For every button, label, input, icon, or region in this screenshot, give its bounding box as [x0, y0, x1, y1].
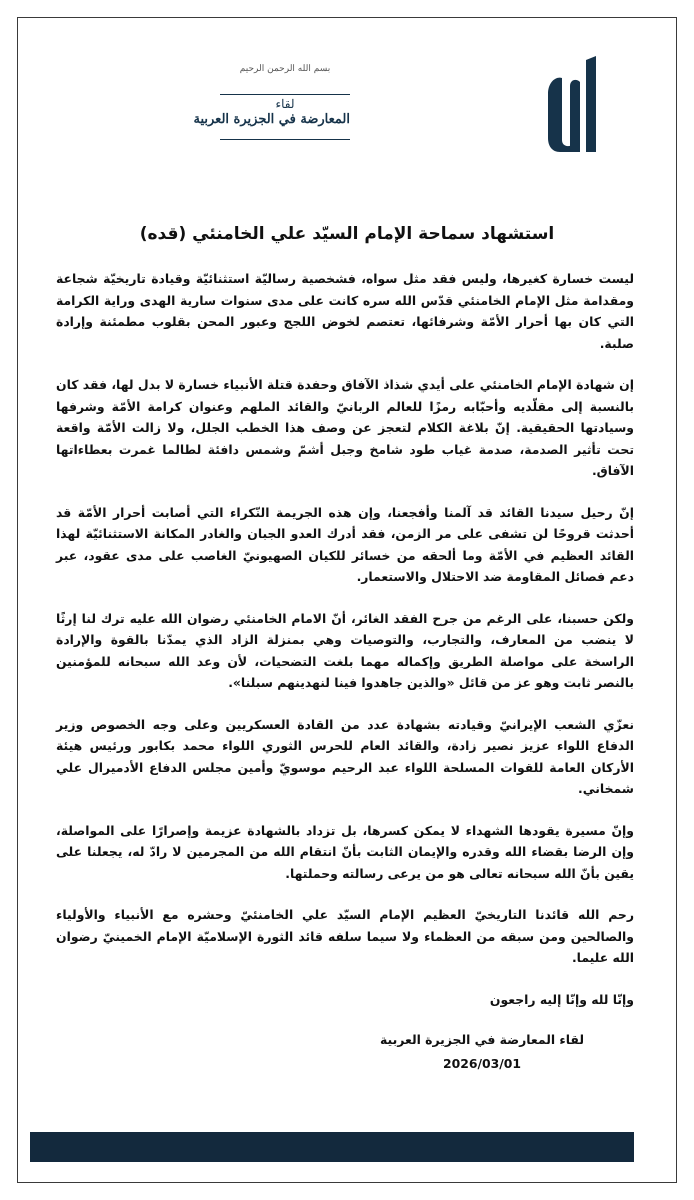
signature-name: لقاء المعارضة في الجزيرة العربية: [380, 1032, 584, 1047]
org-name-line2: المعارضة في الجزيرة العربية: [193, 112, 350, 127]
paragraph-7: رحم الله قائدنا التاريخيّ العظيم الإمام السيّد علي الخامنئيّ وحشره مع الأنبياء والأولياء والصالحين ومن سبقه من العظماء ولا سيما سلفه قائد الثورة الإسلاميّة الإمام الخمينيّ رضوان الله عليما.: [56, 907, 634, 965]
basmala: بسم الله الرحمن الرحيم: [239, 64, 331, 74]
paragraph-5: نعزّي الشعب الإيرانيّ وقيادته بشهادة عدد من القادة العسكريين وعلى وجه الخصوص وزير الدفاع اللواء عزيز نصير زادة، والقائد العام للحرس الثوري اللواء محمد بكابور ورئيس هيئة الأركان العامة للقوات المسلحة اللواء عبد الرحيم موسويّ وأمين مجلس الدفاع الأدميرال علي شمخاني.: [56, 716, 634, 796]
org-name-line1: لقاء: [275, 97, 295, 111]
paragraph-4: ولكن حسبنا، على الرغم من جرح الفقد الغائر، أنّ الامام الخامنئي رضوان الله عليه ترك لنا إرثًا لا ينضب من المعارف، والتجارب، والتوصيات وهي بمنزلة الزاد الذي يمدّنا بالقوة والإرادة الراسخة على مواصلة الطريق وإكماله مهما بلغت التضحيات، لأن وعد الله سبحانه للمؤمنين بالنصر ثابت وهو عز من قائل «والذين جاهدوا فينا لنهدينهم سبلنا».: [56, 610, 634, 690]
paragraph-2: إن شهادة الإمام الخامنئي على أيدي شذاذ الآفاق وحفدة قتلة الأنبياء خسارة لا بدل لها، فقد كان بالنسبة إلى مقلّديه وأحبّابه رمزًا للعالم الربانيّ والقائد الملهم وعنوان كرامة الأمّة وشرفها وسيادتها الحقيقية. إنّ بلاغة الكلام لتعجز عن وصف هذا الخطب الجلل، ولا زالت الأمّة واقعة تحت تأثير الصدمة، صدمة غياب طود شامخ وجبل أشمّ وشمس دافئة لطالما غمرت بعطاءاتها الآفاق.: [56, 377, 634, 478]
paragraph-3: إنّ رحيل سيدنا القائد قد آلمنا وأفجعنا، وإن هذه الجريمة النّكراء التي أصابت أحرار الأمّة قد أحدثت قروحًا لن تشفى على مر الزمن، فقد أدرك العدو الجبان والغادر المكانة الاستثنائيّة لهذا القائد العظيم في الأمّة وما ألحقه من خسائر للكيان الصهيونيّ الغاصب على مدى عقود، عبر دعم فصائل المقاومة ضد الاحتلال والاستعمار.: [56, 504, 634, 584]
signature-block: [380, 1028, 584, 1076]
statement-body: [56, 268, 634, 1010]
organization-logo-mark-icon: [546, 56, 598, 152]
organization-wordmark: [193, 94, 350, 140]
closing-phrase: وإنّا لله وإنّا إليه راجعون: [489, 991, 634, 1007]
organization-header: [193, 50, 350, 140]
footer-bar: [30, 1132, 634, 1162]
statement-title: استشهاد سماحة الإمام السيّد علي الخامنئي (قده): [139, 224, 555, 244]
paragraph-6: وإنّ مسيرة يقودها الشهداء لا يمكن كسرها، بل تزداد بالشهادة عزيمة وإصرارًا على المواصلة، وإن الرضا بقضاء الله وقدره والإيمان الثابت بأنّ انتقام الله من المجرمين لا رادّ له، يجعلنا على يقين بأنّ الله سبحانه تعالى هو من يرعى رسالته وحملتها.: [56, 822, 634, 881]
paragraph-1: ليست خسارة كغيرها، وليس فقد مثل سواه، فشخصية رساليّة استثنائيّة وقيادة تاريخيّة شجاعة ومقدامة مثل الإمام الخامنئي قدّس الله سره كانت على مدى سنوات سارية الهدى وراية الكرامة التي كان بها أحرار الأمّة وشرفائها، تعتصم لخوض اللجج وعبور المحن بقلوب مطمئنة وإرادة صلبة.: [56, 271, 634, 351]
signature-date: 2026/03/01: [442, 1056, 522, 1071]
